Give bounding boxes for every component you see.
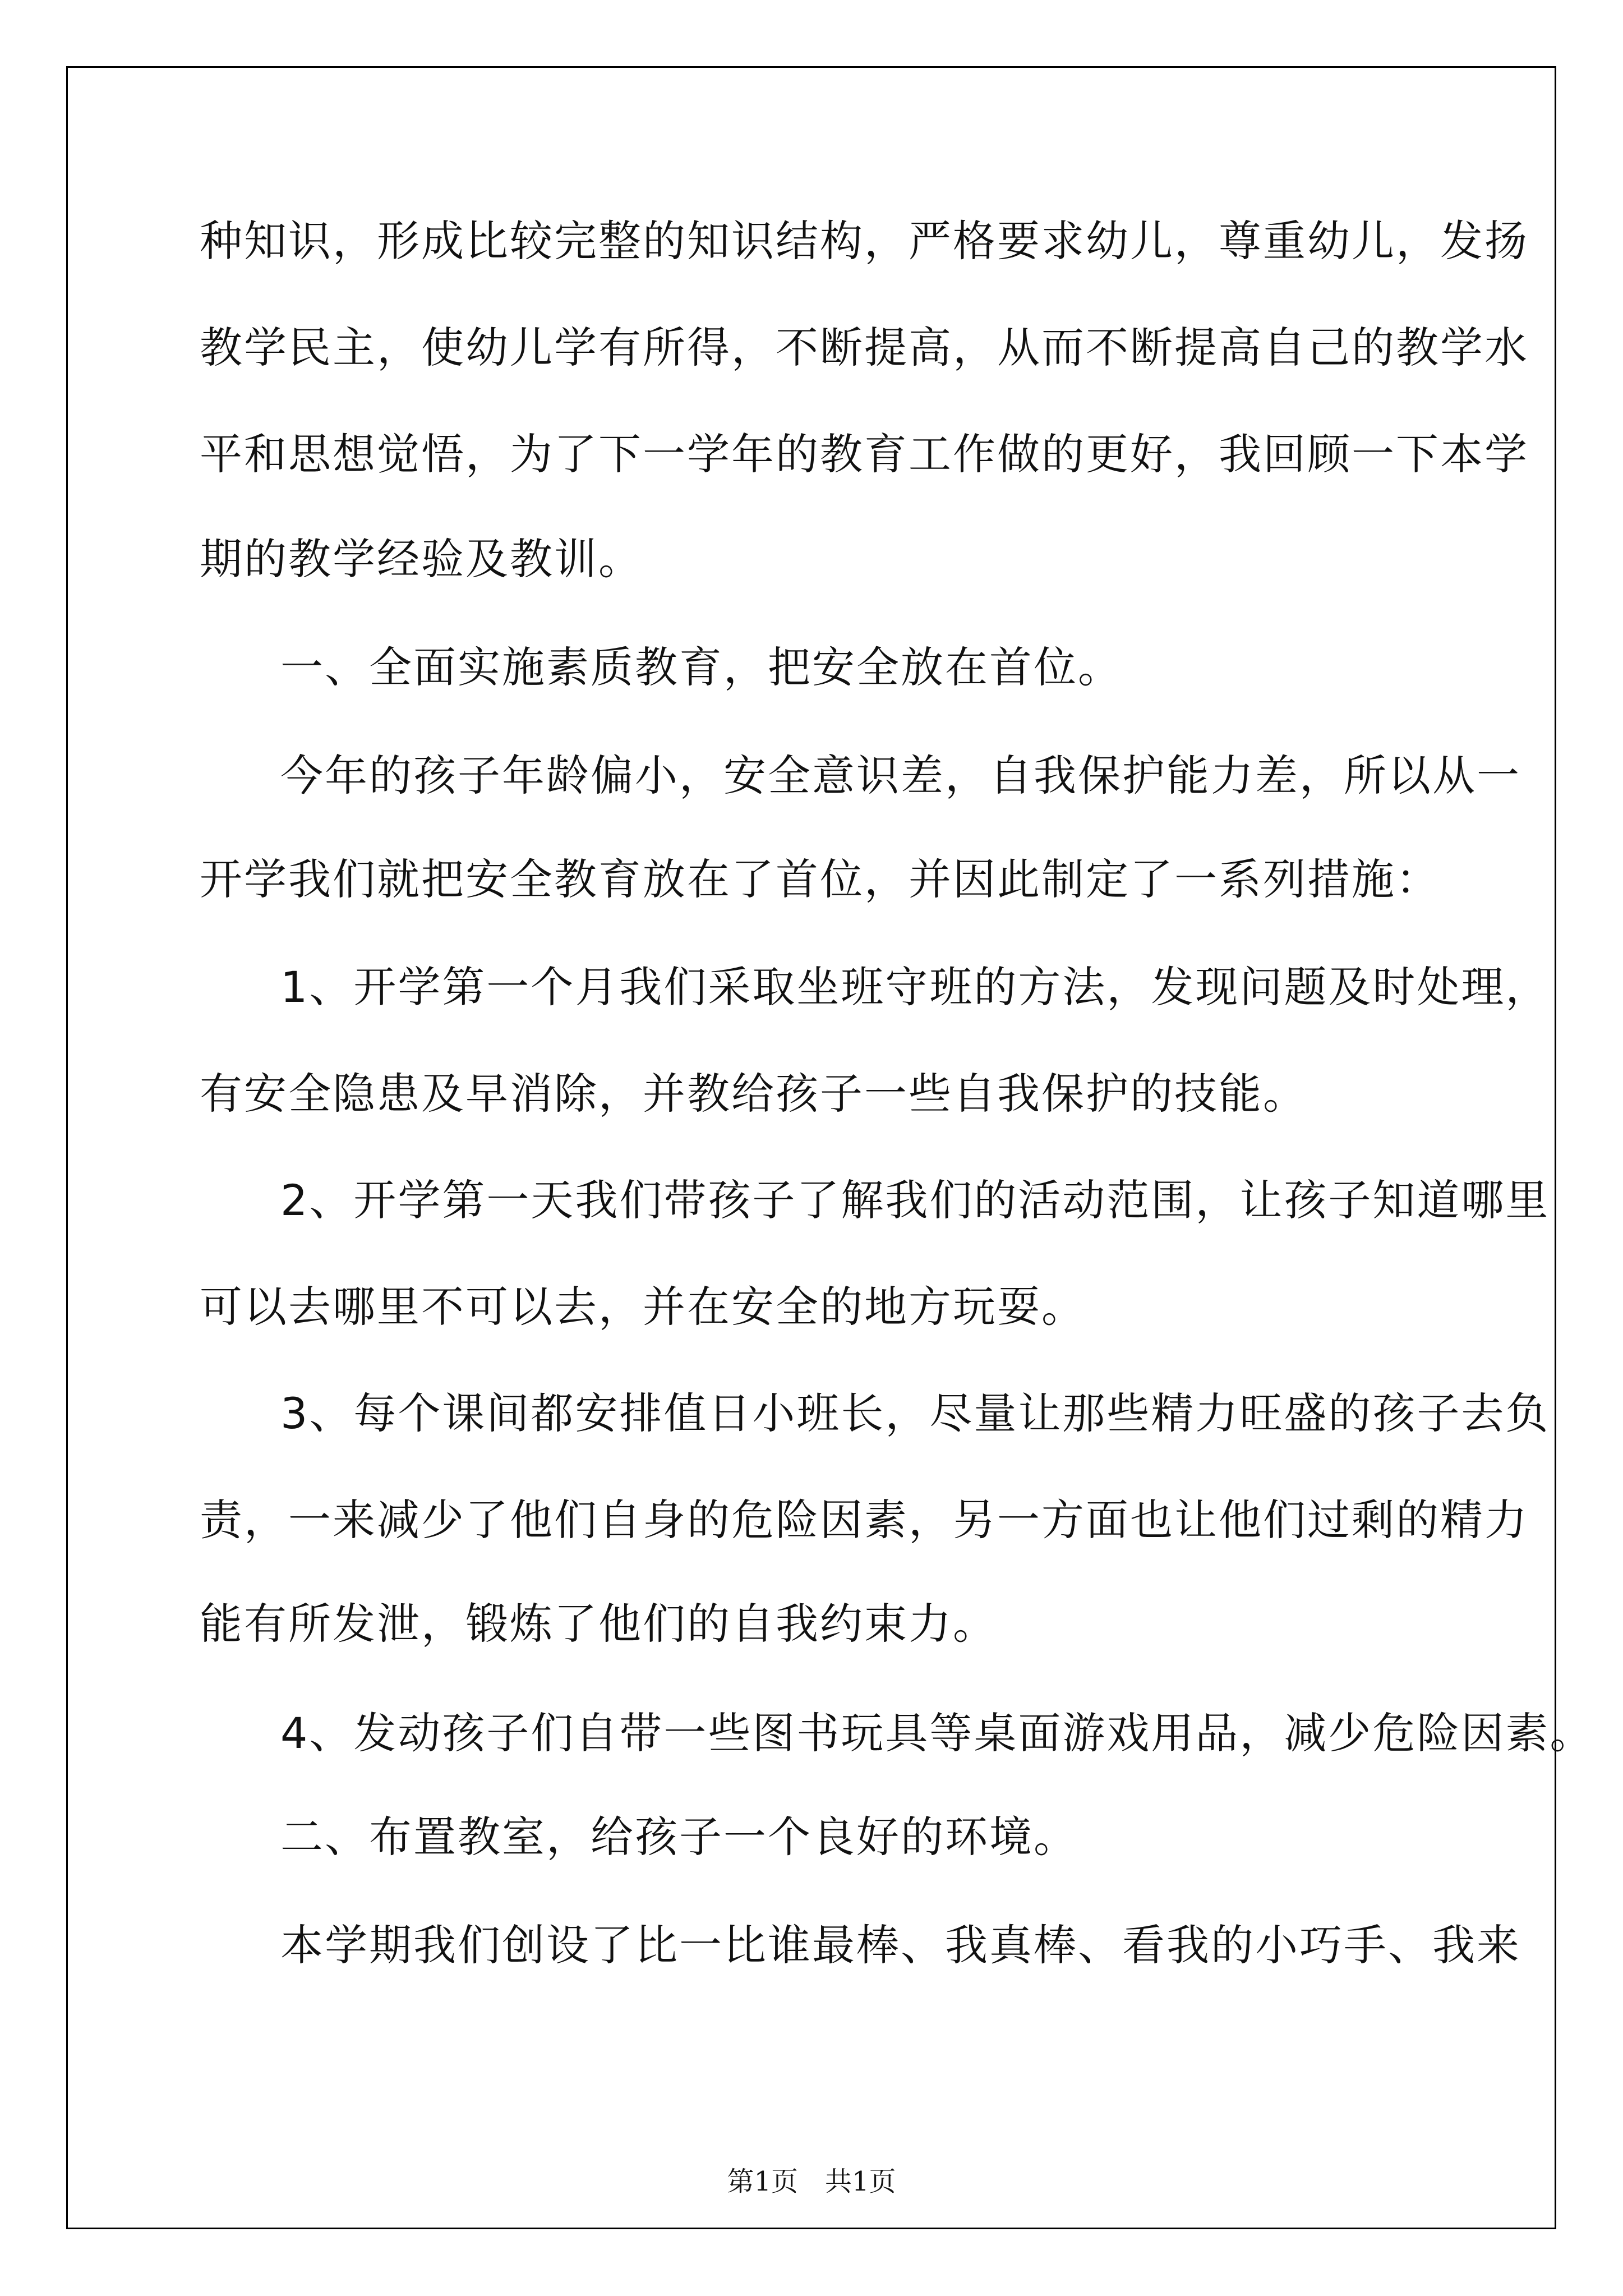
section-heading-1: 一、全面实施素质教育，把安全放在首位。 (280, 642, 1122, 692)
text-line-7: 开学我们就把安全教育放在了首位，并因此制定了一系列措施： (200, 854, 1440, 904)
page-footer: 第1页 共1页 (727, 2166, 896, 2197)
text-line-3: 平和思想觉悟，为了下一学年的教育工作做的更好，我回顾一下本学 (200, 429, 1529, 479)
text-line-17: 本学期我们创设了比一比谁最棒、我真棒、看我的小巧手、我来 (280, 1920, 1521, 1970)
section-heading-2: 二、布置教室，给孩子一个良好的环境。 (280, 1812, 1078, 1862)
text-line-4: 期的教学经验及教训。 (200, 534, 643, 584)
list-item-2: 2、开学第一天我们带孩子了解我们的活动范围，让孩子知道哪里 (280, 1175, 1550, 1225)
list-item-1: 1、开学第一个月我们采取坐班守班的方法，发现问题及时处理， (280, 962, 1550, 1012)
list-item-3: 3、每个课间都安排值日小班长，尽量让那些精力旺盛的孩子去负 (280, 1388, 1550, 1438)
text-line-13: 责，一来减少了他们自身的危险因素，另一方面也让他们过剩的精力 (200, 1495, 1529, 1545)
text-line-14: 能有所发泄，锻炼了他们的自我约束力。 (200, 1599, 997, 1649)
list-item-4: 4、发动孩子们自带一些图书玩具等桌面游戏用品，减少危险因素。 (280, 1708, 1594, 1758)
text-line-6: 今年的孩子年龄偏小，安全意识差，自我保护能力差，所以从一 (280, 751, 1521, 800)
text-line-2: 教学民主，使幼儿学有所得，不断提高，从而不断提高自己的教学水 (200, 323, 1529, 372)
page-border (66, 66, 1556, 2229)
text-line-9: 有安全隐患及早消除，并教给孩子一些自我保护的技能。 (200, 1069, 1307, 1119)
text-line-1: 种知识，形成比较完整的知识结构，严格要求幼儿，尊重幼儿，发扬 (200, 216, 1529, 266)
text-line-11: 可以去哪里不可以去，并在安全的地方玩耍。 (200, 1282, 1086, 1332)
